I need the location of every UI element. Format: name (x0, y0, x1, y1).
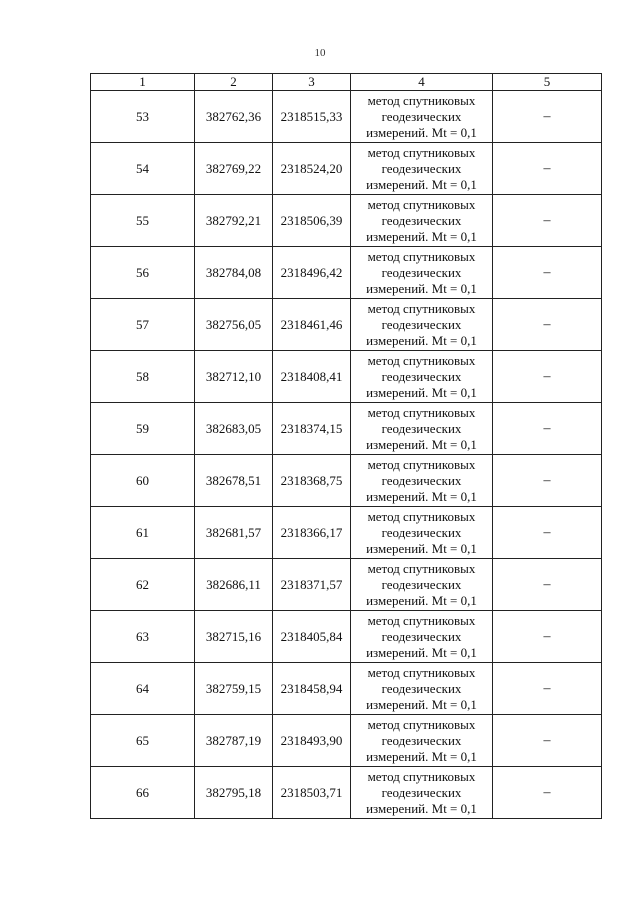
table-row (91, 299, 602, 351)
coord-x: 382759,15 (195, 663, 273, 715)
point-number: 61 (91, 507, 195, 559)
col5-cell: – (493, 351, 602, 403)
coord-y: 2318503,71 (273, 767, 351, 819)
coord-y: 2318405,84 (273, 611, 351, 663)
table-row (91, 247, 602, 299)
coord-x: 382792,21 (195, 195, 273, 247)
coord-x: 382784,08 (195, 247, 273, 299)
point-number: 58 (91, 351, 195, 403)
coord-x: 382681,57 (195, 507, 273, 559)
table-header (91, 74, 602, 91)
col5-cell: – (493, 611, 602, 663)
col5-cell: – (493, 247, 602, 299)
coord-y: 2318506,39 (273, 195, 351, 247)
method-cell: метод спутниковых геодезических измерений. Mt = 0,1 (351, 299, 493, 351)
col5-cell: – (493, 767, 602, 819)
header-col-2: 2 (195, 74, 273, 91)
coord-y: 2318493,90 (273, 715, 351, 767)
col5-cell: – (493, 663, 602, 715)
coord-x: 382715,16 (195, 611, 273, 663)
table-row (91, 195, 602, 247)
point-number: 62 (91, 559, 195, 611)
point-number: 65 (91, 715, 195, 767)
table-row (91, 91, 602, 143)
col5-cell: – (493, 143, 602, 195)
point-number: 63 (91, 611, 195, 663)
col5-cell: – (493, 559, 602, 611)
table-row (91, 559, 602, 611)
point-number: 60 (91, 455, 195, 507)
coord-x: 382795,18 (195, 767, 273, 819)
table-row (91, 767, 602, 819)
col5-cell: – (493, 91, 602, 143)
point-number: 54 (91, 143, 195, 195)
col5-cell: – (493, 195, 602, 247)
col5-cell: – (493, 507, 602, 559)
table-row (91, 403, 602, 455)
header-col-3: 3 (273, 74, 351, 91)
point-number: 57 (91, 299, 195, 351)
method-cell: метод спутниковых геодезических измерений. Mt = 0,1 (351, 767, 493, 819)
point-number: 53 (91, 91, 195, 143)
coord-x: 382712,10 (195, 351, 273, 403)
coordinates-table (90, 73, 602, 819)
point-number: 66 (91, 767, 195, 819)
point-number: 64 (91, 663, 195, 715)
table-row (91, 455, 602, 507)
coord-y: 2318374,15 (273, 403, 351, 455)
col5-cell: – (493, 299, 602, 351)
coord-y: 2318524,20 (273, 143, 351, 195)
coord-y: 2318366,17 (273, 507, 351, 559)
coord-x: 382769,22 (195, 143, 273, 195)
coord-x: 382678,51 (195, 455, 273, 507)
point-number: 59 (91, 403, 195, 455)
method-cell: метод спутниковых геодезических измерений. Mt = 0,1 (351, 247, 493, 299)
coord-y: 2318496,42 (273, 247, 351, 299)
coord-x: 382756,05 (195, 299, 273, 351)
table-row (91, 351, 602, 403)
method-cell: метод спутниковых геодезических измерений. Mt = 0,1 (351, 91, 493, 143)
method-cell: метод спутниковых геодезических измерений. Mt = 0,1 (351, 715, 493, 767)
coord-x: 382762,36 (195, 91, 273, 143)
coord-y: 2318368,75 (273, 455, 351, 507)
coord-x: 382683,05 (195, 403, 273, 455)
method-cell: метод спутниковых геодезических измерений. Mt = 0,1 (351, 559, 493, 611)
col5-cell: – (493, 715, 602, 767)
table-row (91, 143, 602, 195)
table-row (91, 611, 602, 663)
table-row (91, 507, 602, 559)
coord-x: 382686,11 (195, 559, 273, 611)
point-number: 56 (91, 247, 195, 299)
method-cell: метод спутниковых геодезических измерений. Mt = 0,1 (351, 455, 493, 507)
coord-y: 2318371,57 (273, 559, 351, 611)
coord-y: 2318461,46 (273, 299, 351, 351)
table-row (91, 663, 602, 715)
page-number: 10 (314, 47, 326, 59)
table-body (91, 91, 602, 819)
table-row (91, 715, 602, 767)
point-number: 55 (91, 195, 195, 247)
method-cell: метод спутниковых геодезических измерений. Mt = 0,1 (351, 403, 493, 455)
header-col-1: 1 (91, 74, 195, 91)
coord-y: 2318515,33 (273, 91, 351, 143)
header-col-4: 4 (351, 74, 493, 91)
header-col-5: 5 (493, 74, 602, 91)
coord-x: 382787,19 (195, 715, 273, 767)
coord-y: 2318458,94 (273, 663, 351, 715)
method-cell: метод спутниковых геодезических измерений. Mt = 0,1 (351, 143, 493, 195)
method-cell: метод спутниковых геодезических измерений. Mt = 0,1 (351, 663, 493, 715)
method-cell: метод спутниковых геодезических измерений. Mt = 0,1 (351, 507, 493, 559)
method-cell: метод спутниковых геодезических измерений. Mt = 0,1 (351, 351, 493, 403)
col5-cell: – (493, 455, 602, 507)
col5-cell: – (493, 403, 602, 455)
method-cell: метод спутниковых геодезических измерений. Mt = 0,1 (351, 195, 493, 247)
coord-y: 2318408,41 (273, 351, 351, 403)
method-cell: метод спутниковых геодезических измерений. Mt = 0,1 (351, 611, 493, 663)
